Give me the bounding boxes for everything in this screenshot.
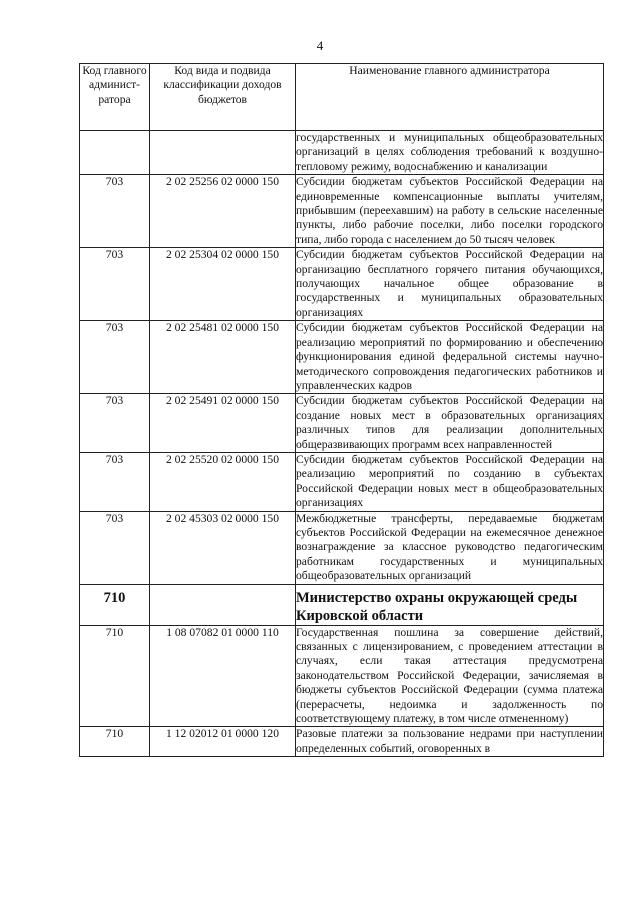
description-cell: Субсидии бюджетам субъектов Российской Федерации на организацию бесплатного горячего питания обучающихся, получающих начальное общее образование в государственных и муниципальных образовательных организациях [296,248,603,319]
table-row [80,131,604,175]
classification-code-cell: 1 08 07082 01 0000 110 [150,625,296,727]
classification-code-cell: 2 02 25520 02 0000 150 [150,452,296,511]
description-cell: Разовые платежи за пользование недрами при наступлении определенных событий, оговоренных в [296,727,603,755]
admin-code-cell: 703 [80,452,150,511]
table-row [80,321,604,394]
revenue-administrators-table [79,63,604,757]
table-row [80,452,604,511]
classification-code-cell: 1 12 02012 01 0000 120 [150,727,296,757]
table-row [80,175,604,248]
classification-code-cell: 2 02 25256 02 0000 150 [150,175,296,248]
header-administrator-name: Наименование главного администратора [296,64,604,131]
classification-code-cell: 2 02 25491 02 0000 150 [150,394,296,453]
page-number: 4 [316,38,324,53]
classification-code-cell [150,131,296,175]
classification-code-cell: 2 02 45303 02 0000 150 [150,511,296,584]
admin-code-cell: 703 [80,248,150,321]
header-admin-code: Код главного админист-ратора [80,64,150,131]
admin-code-cell: 703 [80,175,150,248]
admin-code-cell: 703 [80,511,150,584]
admin-code-cell: 703 [80,321,150,394]
description-cell: государственных и муниципальных общеобразовательных организаций в целях соблюдения требований к воздушно-тепловому режиму, водоснабжению и канализации [296,131,603,173]
classification-code-cell: 2 02 25481 02 0000 150 [150,321,296,394]
table-header-row [80,64,604,131]
description-cell: Субсидии бюджетам субъектов Российской Федерации на создание новых мест в образовательных организациях различных типов для реализации дополнительных общеразвивающих программ всех направленностей [296,394,603,451]
description-cell: Субсидии бюджетам субъектов Российской Федерации на реализацию мероприятий по формированию и обеспечению функционирования единой федеральной системы научно-методического сопровождения педагогических работников и управленческих кадров [296,321,603,392]
description-cell: Субсидии бюджетам субъектов Российской Федерации на реализацию мероприятий по созданию в субъектах Российской Федерации новых мест в общеобразовательных организациях [296,452,603,510]
header-budget-classification-code: Код вида и подвида классификации доходов бюджетов [150,64,296,131]
admin-code-cell: 710 [80,727,150,757]
description-cell: Межбюджетные трансферты, передаваемые бюджетам субъектов Российской Федерации на ежемесячное денежное вознаграждение за классное руководство педагогическим работникам государственных и муниципальных общеобразовательных организаций [296,511,603,583]
table-row [80,625,604,727]
table-row [80,248,604,321]
admin-code-cell: 710 [80,584,150,625]
description-cell: Министерство охраны окружающей среды Кировской области [296,584,604,625]
description-cell: Государственная пошлина за совершение действий, связанных с лицензированием, с проведением аттестации в случаях, если такая аттестация предусмотрена законодательством Российской Федерации, зачисляемая в бюджеты субъектов Российской Федерации (сумма платежа (перерасчеты, недоимка и задолженность по соответствующему платежу, в том числе отмененному) [296,625,603,726]
admin-code-cell [80,131,150,175]
table-row [80,394,604,453]
administrator-heading-row [80,584,604,625]
classification-code-cell [150,584,296,625]
admin-code-cell: 710 [80,625,150,727]
table-row [80,511,604,584]
table-row [80,727,604,757]
description-cell: Субсидии бюджетам субъектов Российской Федерации на единовременные компенсационные выплаты учителям, прибывшим (переехавшим) на работу в сельские населенные пункты, либо рабочие поселки, либо поселки городского типа, либо города с населением до 50 тысяч человек [296,175,603,246]
admin-code-cell: 703 [80,394,150,453]
classification-code-cell: 2 02 25304 02 0000 150 [150,248,296,321]
